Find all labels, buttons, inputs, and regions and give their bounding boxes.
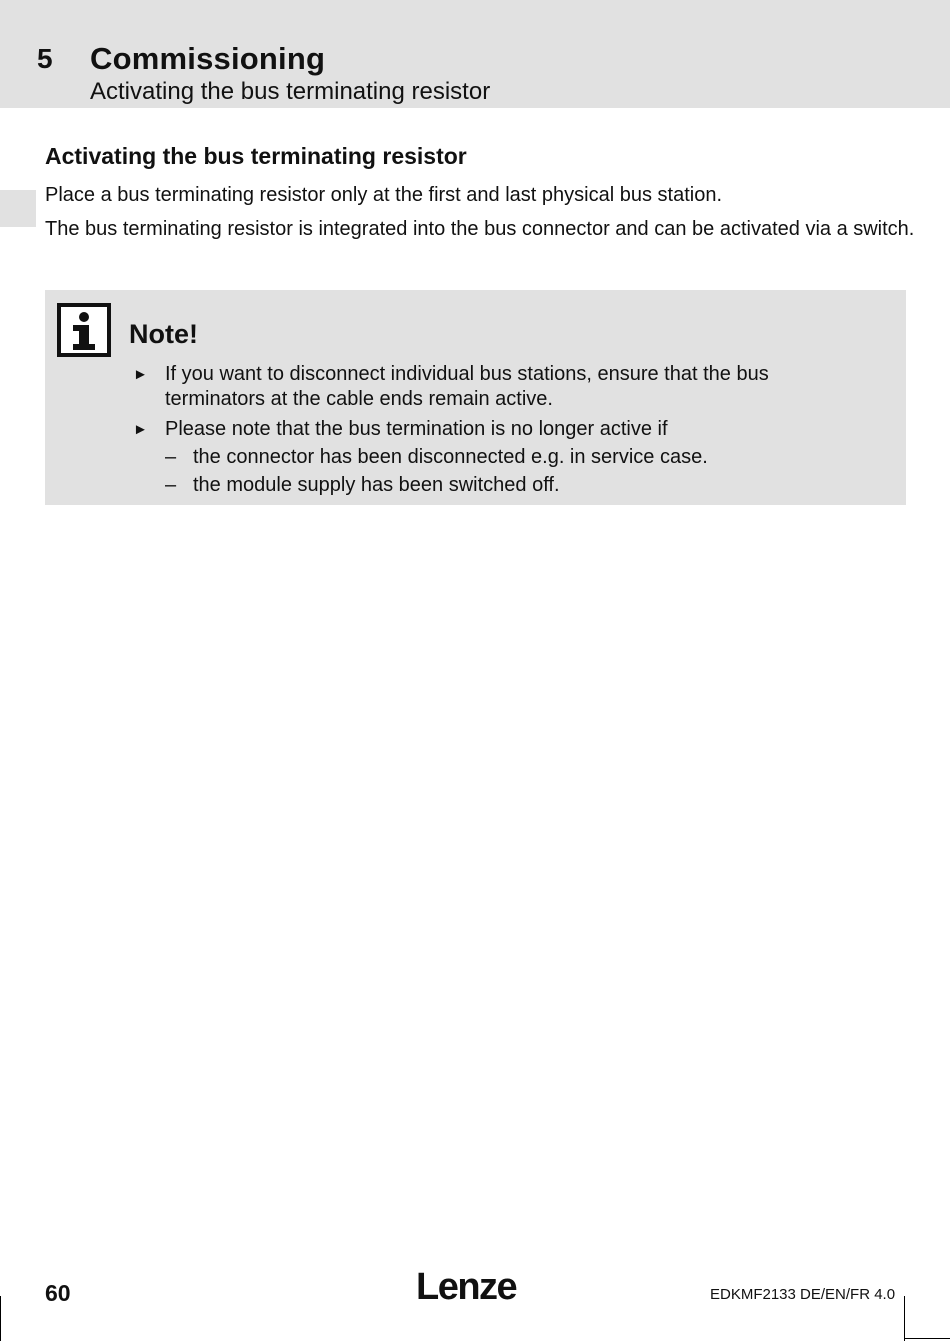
section-heading: Activating the bus terminating resistor: [45, 143, 467, 169]
info-icon: [57, 303, 111, 357]
chapter-subtitle: Activating the bus terminating resistor: [90, 78, 491, 105]
paragraph: Place a bus terminating resistor only at the first and last physical bus station.: [45, 184, 723, 206]
dash-bullet: –: [165, 474, 177, 496]
triangle-bullet-icon: ►: [133, 366, 148, 383]
crop-mark: [904, 1296, 905, 1341]
note-line: If you want to disconnect individual bus stations, ensure that the bus: [165, 363, 769, 385]
note-subitem-text: the module supply has been switched off.: [193, 474, 560, 496]
note-line: Please note that the bus termination is no longer active if: [165, 418, 668, 440]
dash-bullet: –: [165, 446, 177, 468]
note-title: Note!: [129, 319, 198, 349]
triangle-bullet-icon: ►: [133, 421, 148, 438]
paragraph: The bus terminating resistor is integrated into the bus connector and can be activated via a switch.: [45, 218, 915, 240]
note-box: [45, 290, 906, 505]
page-number: 60: [45, 1280, 71, 1306]
document-code: EDKMF2133 DE/EN/FR 4.0: [710, 1286, 896, 1303]
chapter-number: 5: [37, 43, 53, 74]
lenze-logo: Lenze: [416, 1266, 517, 1308]
margin-tab: [0, 190, 36, 227]
note-subitem-text: the connector has been disconnected e.g. in service case.: [193, 446, 708, 468]
crop-mark: [904, 1338, 950, 1339]
chapter-title: Commissioning: [90, 41, 326, 76]
crop-mark: [0, 1296, 1, 1341]
note-line: terminators at the cable ends remain active.: [165, 388, 553, 410]
